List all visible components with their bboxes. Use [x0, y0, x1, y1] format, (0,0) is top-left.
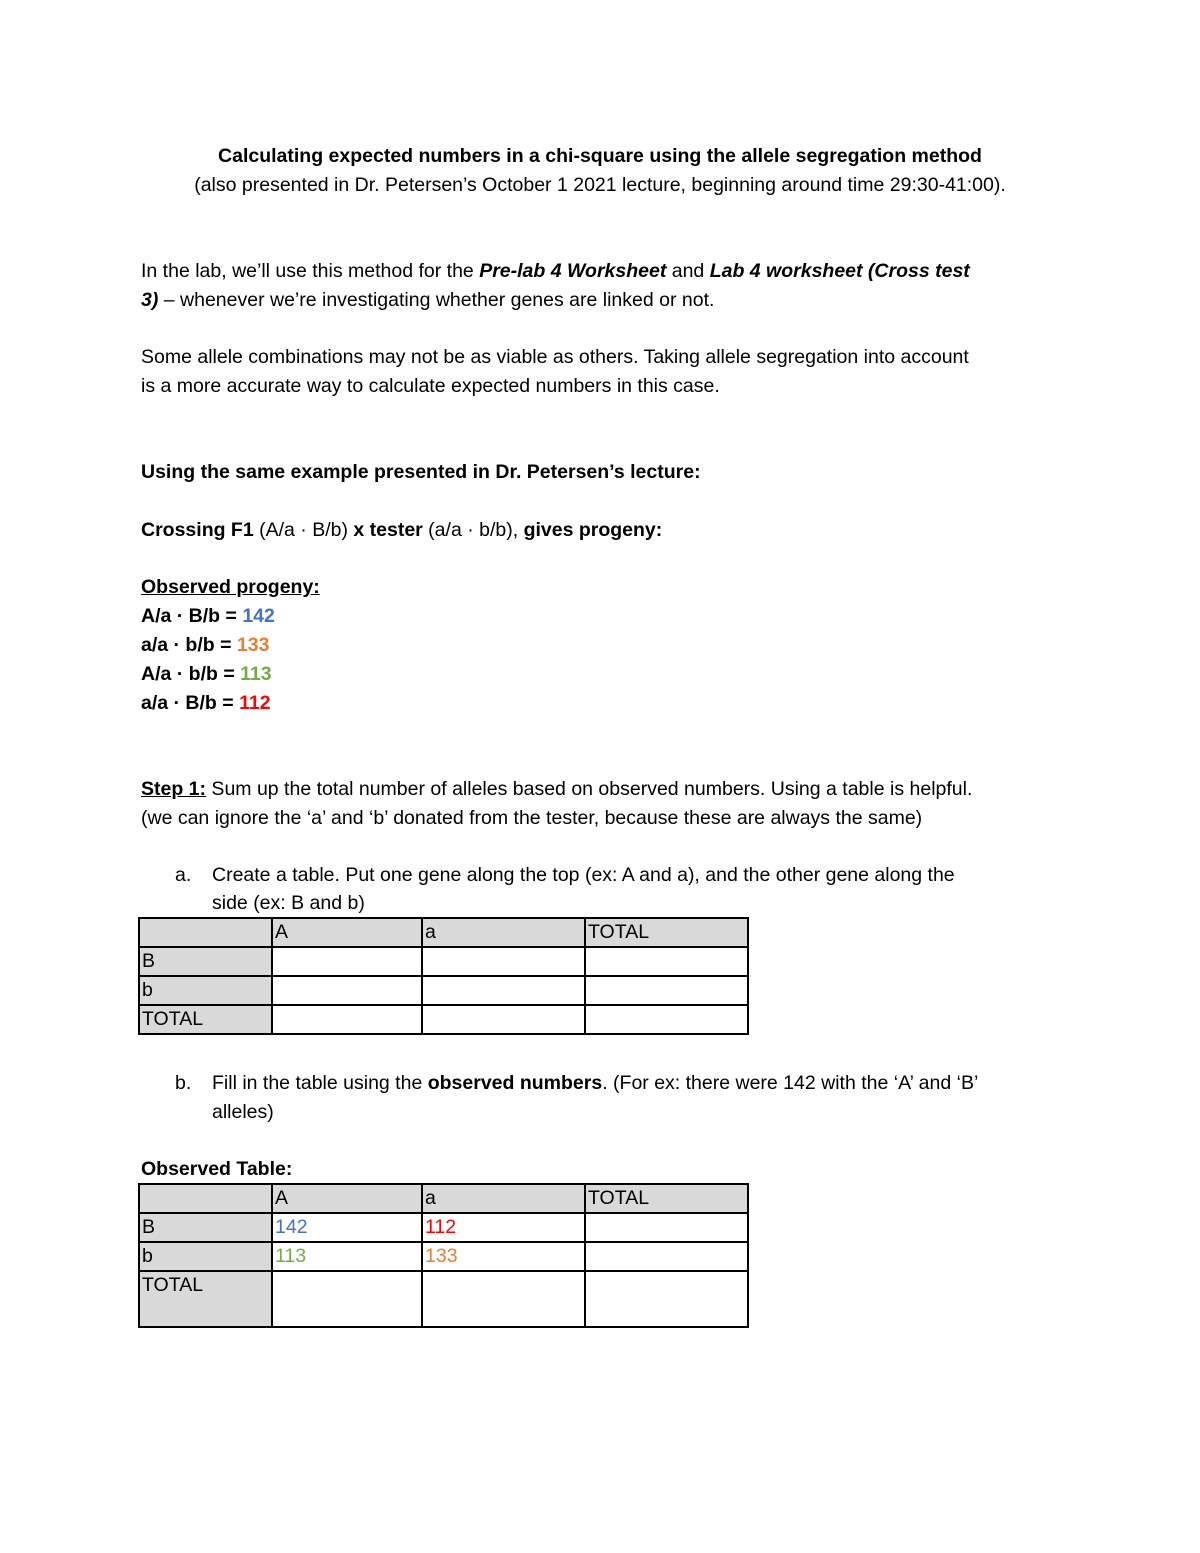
table-row	[139, 1242, 748, 1271]
table-cell: 112	[422, 1213, 585, 1242]
intro-paragraph-line-1	[141, 257, 970, 286]
table-cell	[585, 947, 748, 976]
document-title: Calculating expected numbers in a chi-square using the allele segregation method	[218, 145, 982, 167]
f1-genotype: (A/a · B/b)	[253, 519, 354, 541]
observed-progeny-heading: Observed progeny:	[141, 576, 320, 598]
table-row-label: b	[139, 976, 272, 1005]
step1-text: Sum up the total number of alleles based on observed numbers. Using a table is helpful.	[206, 778, 973, 800]
table-cell: 113	[272, 1242, 422, 1271]
table-header-row	[139, 1184, 748, 1213]
progeny-genotype: a/a · b/b =	[141, 634, 237, 656]
table-row	[139, 1271, 748, 1327]
progeny-count: 113	[240, 663, 272, 685]
progeny-count: 133	[236, 634, 270, 656]
table-row-label: TOTAL	[139, 1271, 272, 1327]
tester-genotype: (a/a · b/b),	[422, 519, 524, 541]
table-cell: 133	[422, 1242, 585, 1271]
table-cell	[585, 1005, 748, 1034]
table-cell	[422, 947, 585, 976]
table-row-label: B	[139, 1213, 272, 1242]
viability-paragraph-line-2: is a more accurate way to calculate expected numbers in this case.	[141, 375, 720, 397]
cross-text: x tester	[353, 519, 423, 541]
table-row	[139, 947, 748, 976]
item-b-line-1	[212, 1069, 978, 1098]
observed-table-caption: Observed Table:	[141, 1158, 293, 1180]
item-b-text: Fill in the table using the	[212, 1072, 428, 1094]
table-cell	[585, 976, 748, 1005]
progeny-genotype: A/a · B/b =	[141, 605, 243, 627]
progeny-genotype: A/a · b/b =	[141, 663, 241, 685]
step1-instruction	[141, 775, 972, 804]
table-corner-cell	[139, 918, 272, 947]
document-subtitle: (also presented in Dr. Petersen’s October 1 2021 lecture, beginning around time 29:30-41:00).	[194, 174, 1006, 196]
progeny-item	[141, 602, 275, 631]
lab-worksheet-ref: Lab 4 worksheet (Cross test	[709, 260, 970, 282]
table-corner-cell	[139, 1184, 272, 1213]
table-cell	[272, 947, 422, 976]
progeny-item	[141, 631, 269, 660]
table-header-cell: TOTAL	[585, 1184, 748, 1213]
step1-note: (we can ignore the ‘a’ and ‘b’ donated from the tester, because these are always the same)	[141, 807, 923, 829]
cross-text: gives progeny:	[523, 519, 663, 541]
table-row-label: B	[139, 947, 272, 976]
intro-text: In the lab, we’ll use this method for the	[141, 260, 480, 282]
step1-label: Step 1:	[141, 778, 207, 800]
table-cell	[585, 1213, 748, 1242]
intro-text: – whenever we’re investigating whether genes are linked or not.	[158, 289, 715, 311]
table-cell: 142	[272, 1213, 422, 1242]
intro-text: and	[666, 260, 710, 282]
table-header-cell: a	[422, 1184, 585, 1213]
lab-worksheet-ref-end: 3)	[141, 289, 159, 311]
cross-description	[141, 516, 662, 545]
table-header-row	[139, 918, 748, 947]
table-row	[139, 1213, 748, 1242]
table-header-cell: A	[272, 918, 422, 947]
example-heading: Using the same example presented in Dr. Petersen’s lecture:	[141, 461, 701, 483]
item-a-line-2: side (ex: B and b)	[212, 892, 365, 914]
viability-paragraph-line-1: Some allele combinations may not be as viable as others. Taking allele segregation into account	[141, 346, 969, 368]
table-header-cell: TOTAL	[585, 918, 748, 947]
progeny-count: 112	[239, 692, 271, 714]
progeny-item	[141, 689, 271, 718]
item-a-line-1: Create a table. Put one gene along the top (ex: A and a), and the other gene along the	[212, 864, 955, 886]
table-row-label: TOTAL	[139, 1005, 272, 1034]
table-header-cell: A	[272, 1184, 422, 1213]
prelab-worksheet-ref: Pre-lab 4 Worksheet	[479, 260, 667, 282]
table-cell	[422, 1005, 585, 1034]
table-cell	[272, 976, 422, 1005]
table-cell	[585, 1242, 748, 1271]
table-row	[139, 976, 748, 1005]
cross-text: Crossing F1	[141, 519, 254, 541]
table-cell	[585, 1271, 748, 1327]
progeny-count: 142	[242, 605, 275, 627]
table-cell	[272, 1005, 422, 1034]
table-row	[139, 1005, 748, 1034]
table-row-label: b	[139, 1242, 272, 1271]
table-cell	[422, 1271, 585, 1327]
observed-numbers-emphasis: observed numbers	[427, 1072, 603, 1094]
table-cell	[272, 1271, 422, 1327]
table-cell	[422, 976, 585, 1005]
empty-allele-table	[138, 917, 749, 1035]
observed-allele-table	[138, 1183, 749, 1328]
list-marker-b: b.	[175, 1072, 192, 1094]
list-marker-a: a.	[175, 864, 192, 886]
progeny-item	[141, 660, 272, 689]
item-b-line-2: alleles)	[212, 1101, 274, 1123]
progeny-genotype: a/a · B/b =	[141, 692, 240, 714]
item-b-text: . (For ex: there were 142 with the ‘A’ and ‘B’	[602, 1072, 979, 1094]
table-header-cell: a	[422, 918, 585, 947]
intro-paragraph-line-2	[141, 286, 714, 315]
